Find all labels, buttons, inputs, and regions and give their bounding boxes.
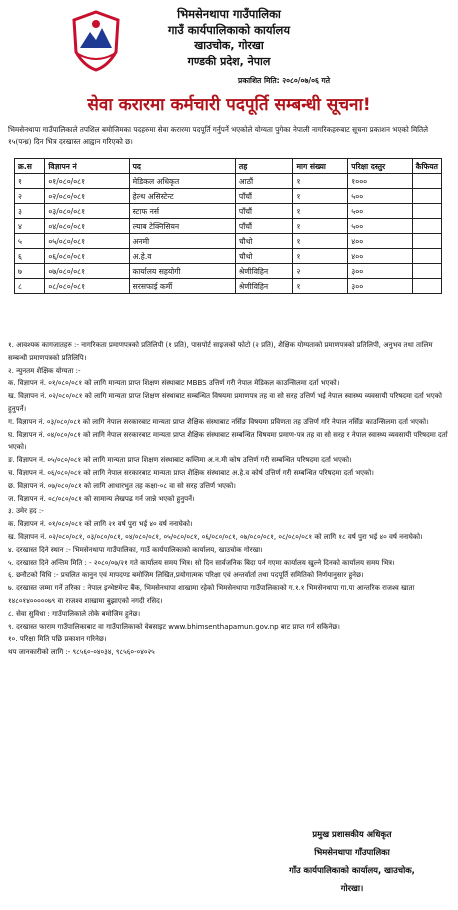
table-row <box>15 279 442 294</box>
table-cell <box>412 249 441 264</box>
table-cell: ५०० <box>348 219 412 234</box>
table-cell: १ <box>293 174 348 189</box>
table-row <box>15 219 442 234</box>
notice-term-item: ५. दरखास्त दिने अन्तिम मिति : - २०८०/०७/२१ गते कार्यालय समय भित्र। सो दिन सार्वजनिक बिदा पर्न गएमा कार्यालय खुल्ने दिनको कार्यालय समय भित्र। <box>8 558 395 567</box>
table-cell: १ <box>293 204 348 219</box>
notice-term-item: च. विज्ञापन नं. ०६/०८०/०८१ को लागि नेपाल सरकारबाट मान्यता प्राप्त शैक्षिक संस्थाबाट अ.हे.व कोर्ष उत्तिर्ण गरी सम्बन्धित परिषदमा दर्ता भएको। <box>8 468 374 477</box>
table-cell: ५०० <box>348 204 412 219</box>
table-cell: ४०० <box>348 234 412 249</box>
notice-term-item: ज. विज्ञापन नं. ०८/०८०/०८१ को सामान्य लेखपढ गर्न जान्ने भएको हुनुपर्ने। <box>8 494 195 503</box>
table-cell: ०८/०८०/०८१ <box>45 279 129 294</box>
table-cell: मेडिकल अधिकृत <box>129 174 235 189</box>
signatory-district: गोरखा। <box>340 883 364 893</box>
notice-term-item: ख. विज्ञापन नं. ०२/०८०/०८१ को लागि मान्यता प्राप्त शिक्षण संस्थाबाट सम्बन्धित विषयमा प्रमाणपत्र तह वा सो सरह उत्तिर्ण भई नेपाल स्वास्थ्य व्यवसायी परिषदमा दर्ता भएको हुनुपर्ने। <box>8 392 442 413</box>
table-cell: पाँचौं <box>235 189 293 204</box>
col-header: तह <box>235 159 293 174</box>
table-row <box>15 264 442 279</box>
table-row <box>15 204 442 219</box>
table-cell <box>412 174 441 189</box>
table-cell: ०३/०८०/०८१ <box>45 204 129 219</box>
table-cell <box>412 189 441 204</box>
notice-term-item: ६. छनौटको विधि :- प्रचलित कानुन एवं मापदण्ड बमोजिम लिखित,प्रयोगात्मक परिक्षा एवं अन्तर्वार्ता तथा पदपूर्ति समितिको निर्णयानुसार हुनेछ। <box>8 571 364 580</box>
table-cell: २ <box>15 189 45 204</box>
notice-term-item: ङ. विज्ञापन नं. ०५/०८०/०८१ को लागि मान्यता प्राप्त शिक्षण संस्थाबाट कम्तिमा अ.न.मी कोष उत्तिर्ण गरी सम्बन्धित परिषदमा दर्ता भएको। <box>8 456 352 465</box>
table-cell: कार्यालय सहयोगी <box>129 264 235 279</box>
table-cell: ०१/०८०/०८१ <box>45 174 129 189</box>
table-cell: ल्याब टेक्निसियन <box>129 219 235 234</box>
notice-term-item: थप जानकारीको लागि :- ९८५६०-०४०३४, ९८५६०-०४०२५ <box>8 648 155 657</box>
table-cell: १ <box>15 174 45 189</box>
table-cell: ३०० <box>348 264 412 279</box>
table-cell: अनमी <box>129 234 235 249</box>
col-header: कैफियत <box>412 159 441 174</box>
office-province: गण्डकी प्रदेश, नेपाल <box>187 55 271 68</box>
table-cell: १ <box>293 189 348 204</box>
table-row <box>15 174 442 189</box>
table-cell: श्रेणीविहिन <box>235 264 293 279</box>
table-cell: ६ <box>15 249 45 264</box>
notice-terms <box>8 339 450 659</box>
table-cell <box>412 264 441 279</box>
table-cell: सरसफाई कर्मी <box>129 279 235 294</box>
notice-term-item: छ. विज्ञापन नं. ०७/०८०/०८१ को लागि आधारभुत तह कक्षा-०८ वा सो सरह उत्तिर्ण भएको। <box>8 481 236 490</box>
letterhead <box>8 0 450 100</box>
notice-term-item: २. न्युनतम शैक्षिक योग्यता :- <box>8 366 81 375</box>
table-cell <box>412 219 441 234</box>
notice-term-item: ग. विज्ञापन नं. ०३/०८०/०८१ को लागि नेपाल सरकारबाट मान्यता प्राप्त शैक्षिक संस्थाबाट नर्सिङ विषयमा प्रविणता तह उत्तिर्ण गरि नेपाल नर्सिङ काउन्सिलमा दर्ता भएको। <box>8 417 429 426</box>
table-cell: १ <box>293 234 348 249</box>
notice-term-item: १०. परिक्षा मिति पछि प्रकाशन गरिनेछ। <box>8 635 107 644</box>
table-cell: चौथो <box>235 234 293 249</box>
table-cell: १ <box>293 249 348 264</box>
table-cell: ०६/०८०/०८१ <box>45 249 129 264</box>
published-date: प्रकाशित मिति: २०८०/०७/०६ गते <box>238 76 330 85</box>
table-cell: ५०० <box>348 189 412 204</box>
signatory-title: प्रमुख प्रशासकीय अधिकृत <box>312 829 392 839</box>
table-row <box>15 189 442 204</box>
notice-term-item: घ. विज्ञापन नं. ०४/०८०/०८१ को लागि नेपाल सरकारबाट मान्यता प्राप्त शैक्षिक संस्थाबाट सम्बन्धित विषयमा प्रमाण-पत्र तह वा सो सरह र नेपाल स्वास्थ्य व्यवसायी परिषदमा दर्ता भएको। <box>8 430 448 452</box>
table-cell: ८ <box>15 279 45 294</box>
table-cell: २ <box>293 264 348 279</box>
table-row <box>15 234 442 249</box>
table-cell: ०५/०८०/०८१ <box>45 234 129 249</box>
col-header: पद <box>129 159 235 174</box>
notice-term-item: क. विज्ञापन नं. ०१/०८०/०८१ को लागि मान्यता प्राप्त शिक्षण संस्थाबाट MBBS उत्तिर्ण गरी नेपाल मेडिकल काउन्सिलमा दर्ता भएको। <box>8 379 340 388</box>
vacancy-table <box>14 158 442 294</box>
table-cell: १ <box>293 219 348 234</box>
notice-term-item: ख. विज्ञापन नं. ०२/०८०/०८१, ०३/०८०/०८१, ०४/०८०/०८१, ०५/०८०/०८१, ०६/०८०/०८१, ०७/०८०/०८१, ०८/०८०/०८१ को लागि १८ वर्ष पुरा भई ४० वर्ष ननाघेको। <box>8 532 423 541</box>
signature-block <box>262 825 442 897</box>
notice-term-item: ३. उमेर हद :- <box>8 507 44 516</box>
table-cell: श्रेणीविहिन <box>235 279 293 294</box>
table-cell: ३ <box>15 204 45 219</box>
office-subtitle: गाउँ कार्यपालिकाको कार्यालय <box>167 23 291 37</box>
table-cell: स्टाफ नर्स <box>129 204 235 219</box>
office-location: खाउचोक, गोरखा <box>194 39 264 52</box>
table-header-row <box>15 159 442 174</box>
table-cell <box>412 279 441 294</box>
table-cell: हेल्थ असिस्टेन्ट <box>129 189 235 204</box>
intro-paragraph: भिमसेनथापा गाउँपालिकाले तपशिल बमोजिमका पदहरुमा सेवा करारमा पदपूर्ति गर्नुपर्ने भएकोले योग्यता पुगेका नेपाली नागरिकहरुबाट सूचना प्रकाशन भएको मितिले १५(पन्ध्र) दिन भित्र दरखास्त आह्वान गरिएको छ। <box>8 125 428 146</box>
notice-term-item: १. आवश्यक कागजातहरु :- नागरिकता प्रमाणपत्रको प्रतिलिपी (१ प्रति), पासपोर्ट साइजको फोटो (२ प्रति), शैक्षिक योग्यताको प्रमाणपत्रको प्रतिलिपी, अनुभव तथा तालिम सम्बन्धी प्रमाणपत्रको प्रतिलिपि। <box>8 341 433 362</box>
table-cell: ५ <box>15 234 45 249</box>
table-row <box>15 249 442 264</box>
office-name: भिमसेनथापा गाउँपालिका <box>177 7 281 21</box>
notice-term-item: ९. दरखास्त फाराम गाउँपालिकाबाट वा गाउँपालिकाको वेबसाइट www.bhimsenthapamun.gov.np बाट प्राप्त गर्न सकिनेछ। <box>8 622 340 631</box>
table-cell: १ <box>293 279 348 294</box>
col-header: क्र.स <box>15 159 45 174</box>
notice-term-item: क. विज्ञापन नं. ०१/०८०/०८१ को लागि २१ वर्ष पुरा भई ४० वर्ष ननाघेको। <box>8 520 193 529</box>
signatory-municipality: भिमसेनथापा गाँउपालिका <box>314 847 390 857</box>
signatory-office: गाँउ कार्यपालिकाको कार्यालय, खाउचोक, <box>289 865 415 875</box>
table-cell: ०४/०८०/०८१ <box>45 219 129 234</box>
table-cell: ०७/०८०/०८१ <box>45 264 129 279</box>
col-header: माग संख्या <box>293 159 348 174</box>
table-cell: १००० <box>348 174 412 189</box>
table-cell: ४०० <box>348 249 412 264</box>
table-cell: अ.हे.व <box>129 249 235 264</box>
table-cell <box>412 204 441 219</box>
notice-title: सेवा करारमा कर्मचारी पदपूर्ति सम्बन्धी सूचना! <box>87 95 371 115</box>
notice-term-item: ४. दरखास्त दिने स्थान :- भिमसेनथापा गाउँपालिका, गाउँ कार्यपालिकाको कार्यालय, खाउचोक गोरखा। <box>8 545 263 554</box>
table-cell: ३०० <box>348 279 412 294</box>
table-cell: ०२/०८०/०८१ <box>45 189 129 204</box>
table-cell: आठौं <box>235 174 293 189</box>
table-cell: पाँचौं <box>235 219 293 234</box>
notice-term-item: ८. सेवा सुविधा : गाउँपालिकाले तोके बमोजिम हुनेछ। <box>8 609 141 618</box>
col-header: परिक्षा दस्तुर <box>348 159 412 174</box>
table-cell: पाँचौं <box>235 204 293 219</box>
notice-term-item: ७. दरखास्त जम्मा गर्ने तरिका : नेपाल इन्भेष्टमेन्ट बैंक, भिमसेनथापा शाखामा रहेको भिमसेनथापा गाउँपालिकाको ग.१.१ भिमसेनथापा गा.पा आन्तरिक राजश्व खाता १४८०१४०००००७९ वा राजश्व शाखामा बुझाएको नगदी रसिद। <box>8 584 415 605</box>
table-cell: चौथो <box>235 249 293 264</box>
table-cell <box>412 234 441 249</box>
table-cell: ७ <box>15 264 45 279</box>
col-header: विज्ञापन नं <box>45 159 129 174</box>
table-cell: ४ <box>15 219 45 234</box>
